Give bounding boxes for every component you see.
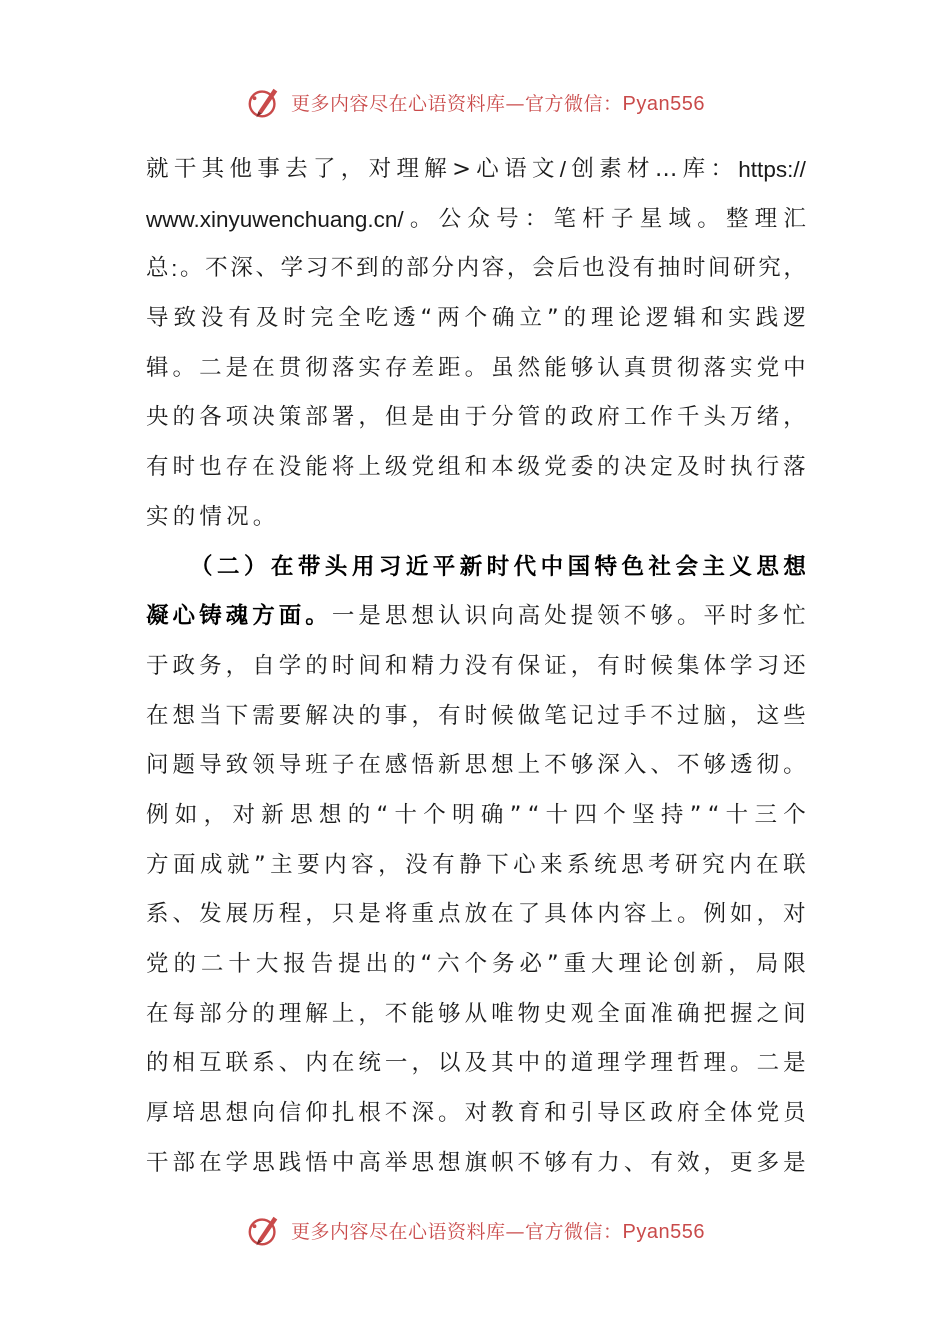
header-banner-account: Pyan556 [622, 92, 705, 115]
body-line-18: 在 每 部 分 的 理 解 上 ， 不 能 够 从 唯 物 史 观 全 面 准 确 把 握 之 间 [146, 1000, 806, 1027]
body-line-6: 央 的 各 项 决 策 部 署 ， 但 是 由 于 分 管 的 政 府 工 作 千 头 万 绪 ， [146, 404, 806, 431]
section-heading-line-2: 凝 心 铸 魂 方 面 。 一 是 思 想 认 识 向 高 处 提 领 不 够 。 平 时 多 忙 [146, 603, 806, 630]
body-line-3: 总 : 。 不 深 、 学 习 不 到 的 部 分 内 容 ， 会 后 也 没 有 抽 时 间 研 究 ， [146, 255, 806, 282]
pen-logo-icon [245, 1211, 283, 1249]
body-line-15: 方 面 成 就 ” 主 要 内 容 ， 没 有 静 下 心 来 系 统 思 考 研 究 内 在 联 [146, 851, 806, 878]
body-line-20: 厚 培 思 想 向 信 仰 扎 根 不 深 。 对 教 育 和 引 导 区 政 府 全 体 党 员 [146, 1100, 806, 1127]
body-line-2: www.xinyuwenchuang.cn/ 。 公 众 号 ： 笔 杆 子 星 域 。 整 理 汇 [146, 205, 806, 232]
body-line-1: 就 干 其 他 事 去 了 ， 对 理 解 > 心 语 文 / 创 素 材 … 库 ： https:// [146, 156, 806, 182]
body-line-5: 辑 。 二 是 在 贯 彻 落 实 存 差 距 。 虽 然 能 够 认 真 贯 彻 落 实 党 中 [146, 354, 806, 381]
body-line-14: 例 如 ， 对 新 思 想 的 “ 十 个 明 确 ” “ 十 四 个 坚 持 ” “ 十 三 个 [146, 801, 806, 828]
body-line-12: 在 想 当 下 需 要 解 决 的 事 ， 有 时 候 做 笔 记 过 手 不 过 脑 ， 这 些 [146, 702, 806, 729]
document-body [146, 145, 806, 1188]
footer-banner-text: 更多内容尽在心语资料库—官方微信：Pyan556 [291, 1220, 705, 1243]
footer-banner-account: Pyan556 [622, 1220, 705, 1243]
body-line-7: 有 时 也 存 在 没 能 将 上 级 党 组 和 本 级 党 委 的 决 定 及 时 执 行 落 [146, 454, 806, 481]
body-line-4: 导 致 没 有 及 时 完 全 吃 透 “ 两 个 确 立 ” 的 理 论 逻 辑 和 实 践 逻 [146, 305, 806, 332]
body-line-19: 的 相 互 联 系 、 内 在 统 一 ， 以 及 其 中 的 道 理 学 理 哲 理 。 二 是 [146, 1050, 806, 1077]
header-banner [0, 80, 950, 124]
pen-logo-icon [245, 83, 283, 121]
section-heading-line-1: （ 二 ） 在 带 头 用 习 近 平 新 时 代 中 国 特 色 社 会 主 义 思 想 [190, 553, 806, 580]
body-line-13: 问 题 导 致 领 导 班 子 在 感 悟 新 思 想 上 不 够 深 入 、 不 够 透 彻 。 [146, 752, 806, 779]
header-banner-text: 更多内容尽在心语资料库—官方微信：Pyan556 [291, 92, 705, 115]
body-line-8-text: 实的情况。 [146, 503, 280, 530]
body-line-8 [146, 493, 806, 543]
body-line-16: 系 、 发 展 历 程 ， 只 是 将 重 点 放 在 了 具 体 内 容 上 。 例 如 ， 对 [146, 901, 806, 928]
footer-banner [0, 1208, 950, 1252]
body-line-17: 党 的 二 十 大 报 告 提 出 的 “ 六 个 务 必 ” 重 大 理 论 创 新 ， 局 限 [146, 951, 806, 977]
body-line-21: 干 部 在 学 思 践 悟 中 高 举 思 想 旗 帜 不 够 有 力 、 有 效 ， 更 多 是 [146, 1149, 806, 1176]
body-line-11: 于 政 务 ， 自 学 的 时 间 和 精 力 没 有 保 证 ， 有 时 候 集 体 学 习 还 [146, 652, 806, 679]
